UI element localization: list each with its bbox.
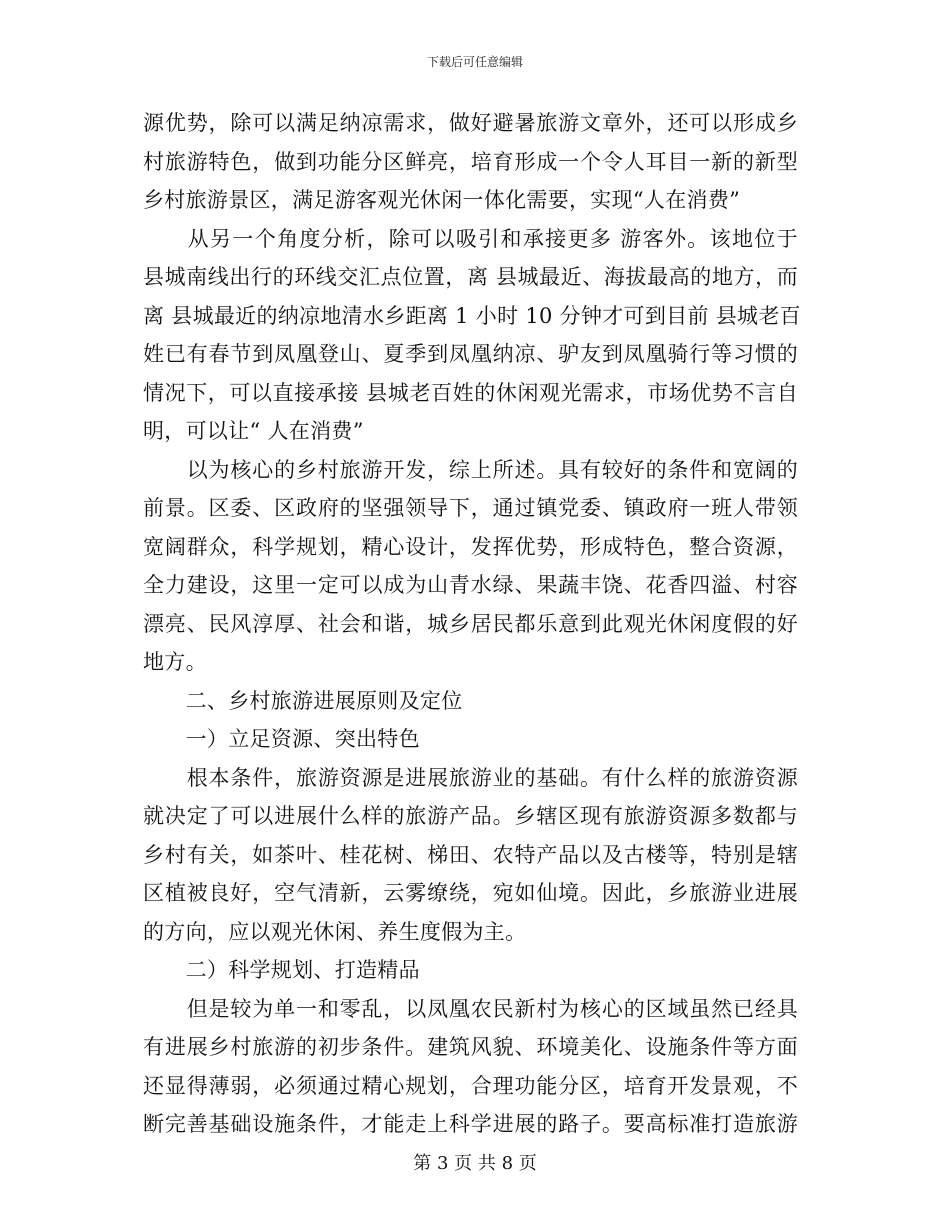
text-line: 地方。 [143, 650, 207, 674]
text-line: 宽阔群众，科学规划，精心设计，发挥优势，形成特色，整合资源， [143, 534, 798, 559]
text-line: 以为核心的乡村旅游开发，综上所述。具有较好的条件和宽阔的 [143, 457, 798, 482]
document-body [143, 104, 801, 1144]
text-line: 全力建设，这里一定可以成为山青水绿、果蔬丰饶、花香四溢、村容 [143, 573, 798, 597]
text-line: 漂亮、民风淳厚、社会和谐，城乡居民都乐意到此观光休闲度假的好 [143, 611, 798, 636]
text-line: 二、乡村旅游进展原则及定位 [143, 688, 463, 713]
page-number: 第 3 页 共 8 页 [413, 1153, 537, 1174]
text-line: 还显得薄弱，必须通过精心规划，合理功能分区，培育开发景观，不 [143, 1073, 798, 1098]
text-line: 的方向，应以观光休闲、养生度假为主。 [143, 919, 527, 944]
text-line: 村旅游特色，做到功能分区鲜亮，培育形成一个令人耳目一新的新型 [143, 149, 798, 174]
text-line: 有进展乡村旅游的初步条件。建筑风貌、环境美化、设施条件等方面 [143, 1035, 798, 1059]
text-line: 离 县城最近的纳凉地清水乡距离 1 小时 10 分钟才可到目前 县城老百 [143, 303, 801, 328]
text-line: 姓已有春节到凤凰登山、夏季到凤凰纳凉、驴友到凤凰骑行等习惯的 [143, 342, 798, 366]
text-line: 情况下，可以直接承接 县城老百姓的休闲观光需求，市场优势不言自 [143, 380, 798, 405]
text-line: 从另一个角度分析，除可以吸引和承接更多 游客外。该地位于 [143, 226, 798, 251]
text-line: 根本条件，旅游资源是进展旅游业的基础。有什么样的旅游资源 [143, 765, 798, 790]
text-line: 二）科学规划、打造精品 [143, 958, 420, 982]
text-line: 县城南线出行的环线交汇点位置，离 县城最近、海拔最高的地方，而 [143, 265, 798, 289]
page-header: 下载后可任意编辑 [426, 55, 523, 69]
text-line: 乡村有关，如茶叶、桂花树、梯田、农特产品以及古楼等，特别是辖 [143, 842, 798, 867]
text-line: 乡村旅游景区，满足游客观光休闲一体化需要，实现“人在消费” [143, 188, 741, 212]
text-line: 就决定了可以进展什么样的旅游产品。乡辖区现有旅游资源多数都与 [143, 804, 798, 828]
text-line: 明，可以让“ 人在消费” [143, 419, 364, 443]
text-line: 前景。区委、区政府的坚强领导下，通过镇党委、镇政府一班人带领 [143, 496, 798, 520]
text-line: 源优势，除可以满足纳凉需求，做好避暑旅游文章外，还可以形成乡 [143, 111, 798, 135]
text-line: 一）立足资源、突出特色 [143, 727, 420, 751]
text-line: 区植被良好，空气清新，云雾缭绕，宛如仙境。因此，乡旅游业进展 [143, 881, 798, 905]
text-line: 但是较为单一和零乱，以凤凰农民新村为核心的区域虽然已经具 [143, 996, 798, 1021]
text-line: 断完善基础设施条件，才能走上科学进展的路子。要高标准打造旅游 [143, 1112, 798, 1136]
